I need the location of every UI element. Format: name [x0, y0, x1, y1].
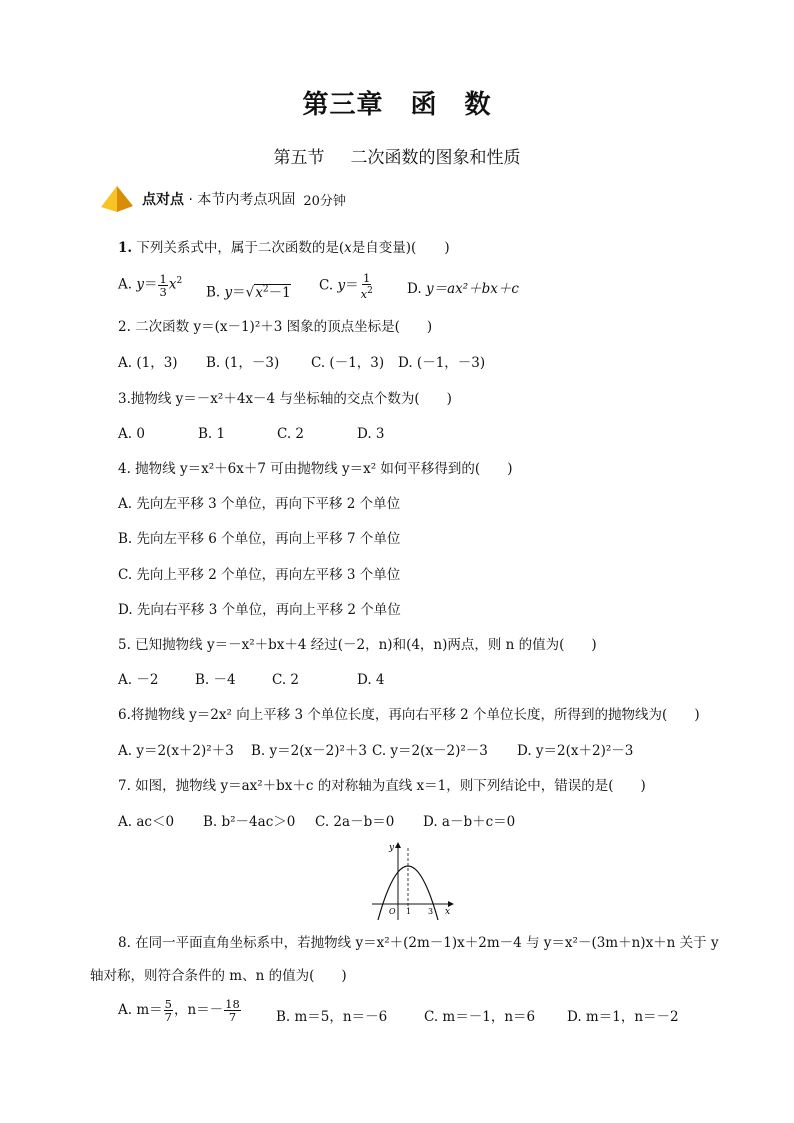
banner-time: 20分钟	[303, 193, 346, 209]
question-2-option-d: D. (－1，－3)	[398, 355, 486, 371]
question-4-option-b: B. 先向左平移 6 个单位，再向上平移 7 个单位	[118, 531, 401, 547]
question-7-option-c: C. 2a－b＝0	[315, 814, 395, 830]
question-2-stem: 2. 二次函数 y＝(x－1)²＋3 图象的顶点坐标是( )	[118, 319, 433, 335]
question-1-option-a: A. y＝ $\frac{1}{3}$ $x^2$	[118, 271, 183, 299]
chapter-title: 第三章 函 数	[302, 90, 492, 120]
question-5-option-a: A. －2	[118, 672, 159, 688]
question-3-stem: 3.抛物线 y＝－x²＋4x－4 与坐标轴的交点个数为( )	[118, 391, 452, 407]
question-2-option-c: C. (－1，3)	[311, 355, 385, 371]
question-2-option-a: A. (1，3)	[118, 355, 178, 371]
banner-label-bold: 点对点	[142, 192, 184, 208]
question-4-option-d: D. 先向右平移 3 个单位，再向上平移 2 个单位	[118, 602, 401, 618]
x-axis-label: x	[445, 907, 451, 917]
question-5-option-b: B. －4	[195, 672, 236, 688]
question-2-option-b: B. (1，－3)	[206, 355, 280, 371]
question-6-option-c: C. y＝2(x－2)²－3	[372, 743, 488, 759]
y-axis-arrow	[395, 842, 401, 848]
y-axis-label: y	[389, 843, 395, 853]
practice-banner	[100, 184, 346, 214]
question-4-option-a: A. 先向左平移 3 个单位，再向下平移 2 个单位	[118, 496, 401, 512]
section-heading	[0, 143, 794, 168]
question-1-option-c: C. y＝ $\frac{1}{x^2}$	[319, 271, 373, 301]
question-5-stem: 5. 已知抛物线 y＝－x²＋bx＋4 经过(－2，n)和(4，n)两点，则 n 的值为( )	[118, 637, 597, 653]
tick-label-3: 3	[428, 907, 434, 916]
question-7-stem: 7. 如图，抛物线 y＝ax²＋bx＋c 的对称轴为直线 x＝1，则下列结论中，错误的是( )	[118, 778, 646, 794]
question-8-stem-line-2: 轴对称，则符合条件的 m、n 的值为( )	[90, 968, 347, 984]
question-8-option-d: D. m＝1，n＝－2	[567, 1009, 679, 1025]
question-7-parabola-graph	[368, 838, 458, 924]
question-7-option-a: A. ac＜0	[118, 814, 175, 830]
question-1-stem: 1. 下列关系式中，属于二次函数的是(x是自变量)( )	[118, 240, 450, 256]
question-7-option-b: B. b²－4ac＞0	[203, 814, 296, 830]
question-4-option-c: C. 先向上平移 2 个单位，再向左平移 3 个单位	[118, 567, 401, 583]
question-8-option-b: B. m＝5，n＝－6	[276, 1009, 388, 1025]
question-6-option-a: A. y＝2(x＋2)²＋3	[118, 743, 234, 759]
section-number: 第五节	[273, 148, 325, 168]
question-8-stem-line-1: 8. 在同一平面直角坐标系中，若抛物线 y＝x²＋(2m－1)x＋2m－4 与 y＝x²－(3m＋n)x＋n 关于 y	[118, 935, 719, 951]
origin-label: O	[389, 907, 396, 916]
pyramid-icon	[100, 185, 134, 213]
question-8-option-c: C. m＝－1，n＝6	[424, 1009, 536, 1025]
question-3-option-d: D. 3	[357, 426, 385, 442]
banner-label: 本节内考点巩固	[197, 192, 296, 208]
question-4-stem: 4. 抛物线 y＝x²＋6x＋7 可由抛物线 y＝x² 如何平移得到的( )	[118, 461, 513, 477]
question-6-option-b: B. y＝2(x－2)²＋3	[251, 743, 367, 759]
section-title: 二次函数的图象和性质	[350, 148, 521, 168]
banner-separator: ·	[184, 192, 198, 208]
question-1-option-b: B. $y=√x^2-1$	[206, 284, 291, 301]
question-3-option-c: C. 2	[277, 426, 305, 442]
question-6-stem: 6.将抛物线 y＝2x² 向上平移 3 个单位长度，再向右平移 2 个单位长度，所得到的抛物线为( )	[118, 707, 700, 723]
question-3-option-a: A. 0	[118, 426, 145, 442]
question-6-option-d: D. y＝2(x＋2)²－3	[517, 743, 634, 759]
question-3-option-b: B. 1	[198, 426, 226, 442]
question-5-option-d: D. 4	[357, 672, 385, 688]
question-1-option-d: D. y＝ax²＋bx＋c	[407, 281, 519, 297]
question-8-option-a: A. m＝ $\frac{5}{7}$ ，n＝－ $\frac{18}{7}$	[118, 997, 240, 1024]
question-5-option-c: C. 2	[272, 672, 300, 688]
tick-label-1: 1	[406, 907, 412, 916]
question-7-option-d: D. a－b＋c＝0	[423, 814, 516, 830]
question-1-number: 1.	[118, 240, 133, 256]
